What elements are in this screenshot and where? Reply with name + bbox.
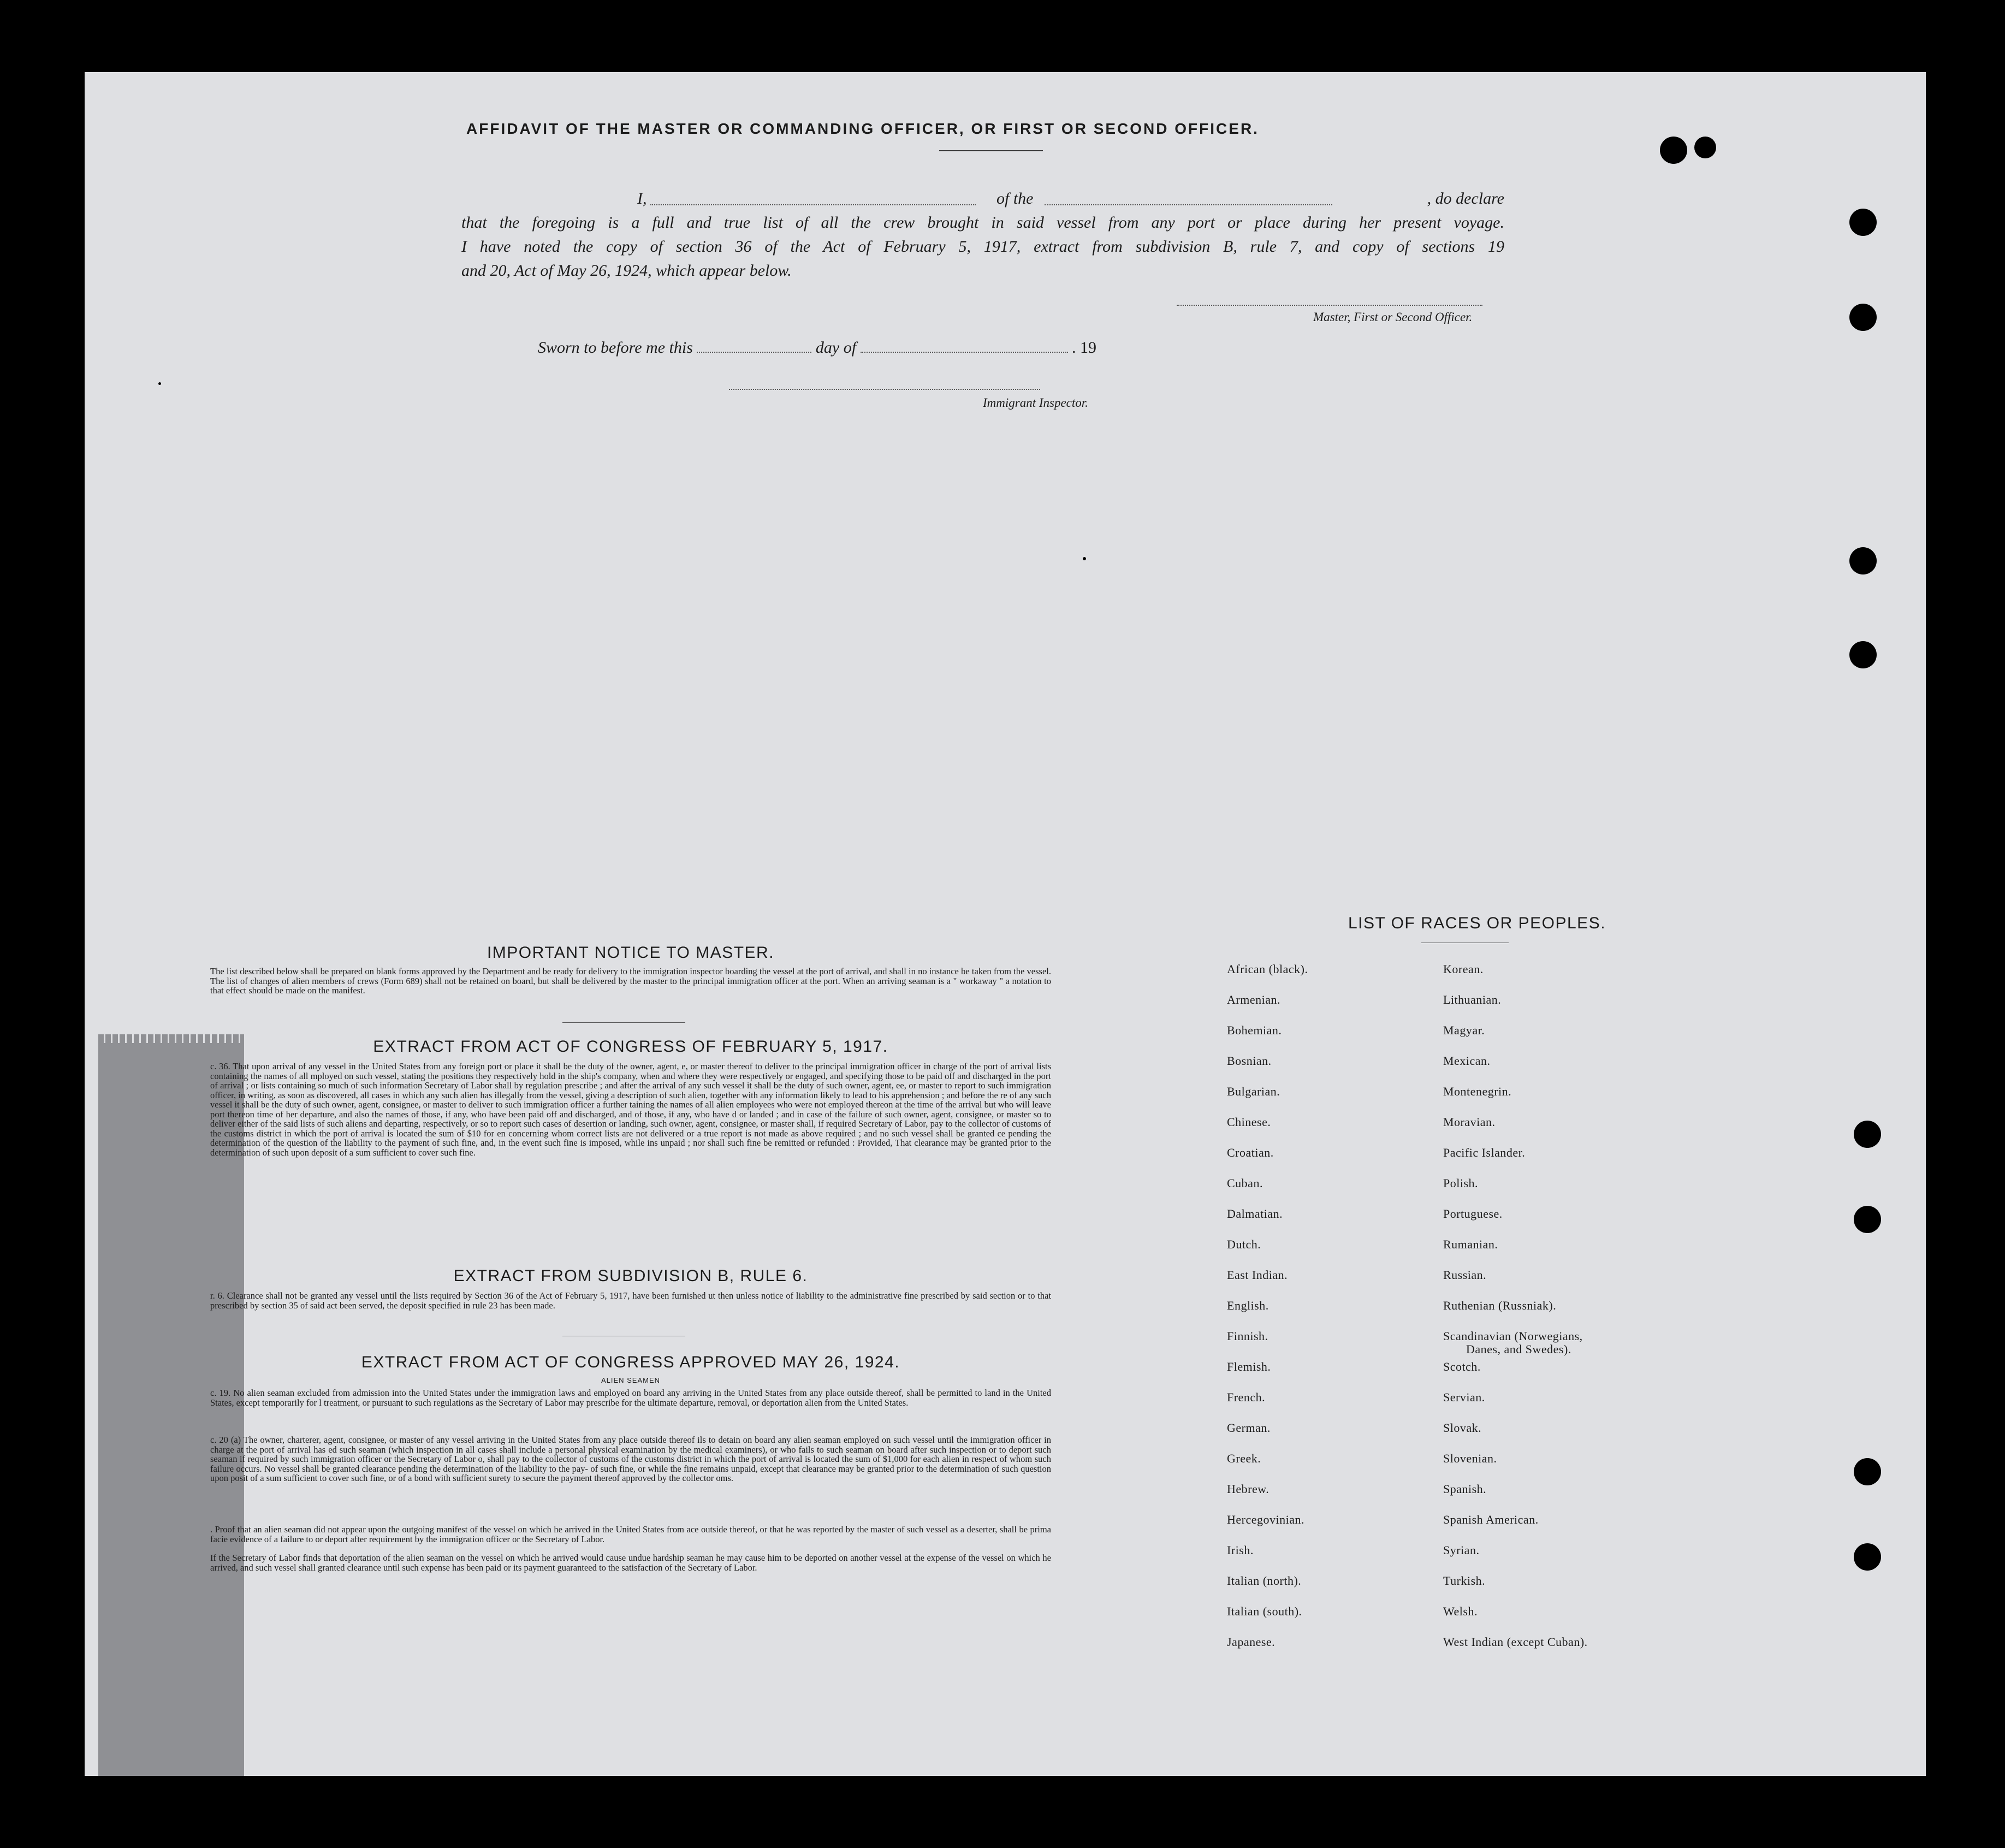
race-item: Mexican. [1443, 1054, 1491, 1068]
intro-i: I, [637, 189, 647, 208]
divider [562, 1022, 685, 1023]
race-item: Scotch. [1443, 1360, 1481, 1373]
race-item: Polish. [1443, 1176, 1479, 1190]
race-item: Japanese. [1227, 1635, 1276, 1649]
sworn-line [538, 339, 1096, 357]
race-item: Cuban. [1227, 1176, 1263, 1190]
declaration-line-1 [461, 187, 1504, 211]
races-title: LIST OF RACES OR PEOPLES. [1348, 914, 1606, 932]
notice-title: IMPORTANT NOTICE TO MASTER. [487, 944, 775, 962]
extract-1924-title: EXTRACT FROM ACT OF CONGRESS APPROVED MAY 26, 1924. [361, 1353, 900, 1371]
day-blank[interactable] [697, 352, 811, 353]
punch-hole [1660, 137, 1687, 164]
year-prefix: . 19 [1072, 339, 1097, 357]
declaration-block [461, 187, 1504, 283]
master-signature-label: Master, First or Second Officer. [1313, 310, 1473, 324]
document-sheet [85, 72, 1926, 1776]
month-blank[interactable] [861, 352, 1068, 353]
race-item: Flemish. [1227, 1360, 1271, 1373]
race-item: East Indian. [1227, 1268, 1288, 1282]
race-item: Hercegovinian. [1227, 1513, 1304, 1526]
subdivision-b-body: r. 6. Clearance shall not be granted any vessel until the lists required by Section 36 of the Act of February 5, 1917, have been furnished ut then unless notice of liability to the administrative fine prescribed by said section or to that prescribed by section 35 of said act been served, the deposit specified in rule 23 has been made. [210, 1290, 1051, 1311]
race-item: Ruthenian (Russniak). [1443, 1299, 1557, 1312]
race-item: West Indian (except Cuban). [1443, 1635, 1588, 1649]
race-item: African (black). [1227, 962, 1308, 976]
race-item: Pacific Islander. [1443, 1146, 1526, 1159]
subdivision-b-title: EXTRACT FROM SUBDIVISION B, RULE 6. [453, 1267, 808, 1285]
punch-hole [1854, 1206, 1881, 1233]
race-item: Bohemian. [1227, 1023, 1282, 1037]
race-item: Magyar. [1443, 1023, 1485, 1037]
divider [939, 150, 1043, 151]
race-item: French. [1227, 1390, 1266, 1404]
race-item: Moravian. [1443, 1115, 1496, 1129]
race-item: Spanish. [1443, 1482, 1487, 1496]
declaration-line-4: and 20, Act of May 26, 1924, which appear below. [461, 262, 792, 280]
ink-speck [1083, 557, 1086, 560]
race-item: Bulgarian. [1227, 1085, 1280, 1098]
of-the-text: of the [996, 189, 1034, 208]
punch-hole [1854, 1543, 1881, 1571]
punch-hole [1849, 209, 1877, 236]
declaration-line-3: I have noted the copy of section 36 of the Act of February 5, 1917, extract from subdivision B, rule 7, and copy of sections 19 [461, 238, 1504, 256]
race-item: Welsh. [1443, 1604, 1478, 1618]
race-item: German. [1227, 1421, 1271, 1435]
race-item: Servian. [1443, 1390, 1485, 1404]
punch-hole [1694, 137, 1716, 158]
punch-hole [1849, 304, 1877, 331]
punch-hole [1849, 641, 1877, 668]
do-declare-text: , do declare [1427, 189, 1504, 208]
race-item: Italian (south). [1227, 1604, 1302, 1618]
extract-1924-subtitle: ALIEN SEAMEN [601, 1376, 661, 1384]
day-of-text: day of [815, 339, 857, 357]
race-item: Montenegrin. [1443, 1085, 1512, 1098]
race-item: Chinese. [1227, 1115, 1271, 1129]
race-item: Armenian. [1227, 993, 1280, 1006]
race-item: Slovak. [1443, 1421, 1482, 1435]
race-item-continuation: Danes, and Swedes). [1466, 1342, 1571, 1356]
punch-hole [1849, 547, 1877, 574]
race-item: Turkish. [1443, 1574, 1486, 1588]
inspector-signature-line[interactable] [729, 389, 1040, 390]
notice-body: The list described below shall be prepared on blank forms approved by the Department and be ready for delivery to the immigration inspector boarding the vessel at the port of arrival, and shall in no instance be taken from the vessel. The list of changes of alien members of crews (Form 689) shall not be retained on board, but shall be delivered by the master to the principal immigration officer at the port. When an arriving seaman is a " workaway " a notation to that effect should be made on the manifest. [210, 966, 1051, 996]
race-item: Greek. [1227, 1452, 1261, 1465]
race-item: Croatian. [1227, 1146, 1274, 1159]
punch-hole [1854, 1458, 1881, 1485]
name-blank[interactable] [650, 204, 976, 205]
ink-speck [158, 382, 161, 385]
sworn-text: Sworn to before me this [538, 339, 693, 357]
vessel-blank[interactable] [1045, 204, 1332, 205]
extract-1917-title: EXTRACT FROM ACT OF CONGRESS OF FEBRUARY 5, 1917. [373, 1038, 888, 1056]
inspector-signature-label: Immigrant Inspector. [983, 396, 1088, 410]
race-item: Scandinavian (Norwegians, [1443, 1329, 1583, 1343]
affidavit-title: AFFIDAVIT OF THE MASTER OR COMMANDING OFFICER, OR FIRST OR SECOND OFFICER. [466, 120, 1259, 137]
race-item: Korean. [1443, 962, 1484, 976]
race-item: Dalmatian. [1227, 1207, 1283, 1221]
extract-1924-para-1: c. 19. No alien seaman excluded from admission into the United States under the immigration laws and employed on board any arriving in the United States from any place outside thereof, shall be permitted to land in the United States, except temporarily for l treatment, or pursuant to such regulations as the Secretary of Labor may prescribe for the ultimate departure, removal, or deportation alien from the United States. [210, 1388, 1051, 1408]
master-signature-line[interactable] [1177, 305, 1482, 306]
race-item: Italian (north). [1227, 1574, 1302, 1588]
declaration-line-2: that the foregoing is a full and true list of all the crew brought in said vessel from any port or place during her present voyage. [461, 214, 1504, 232]
race-item: Rumanian. [1443, 1237, 1498, 1251]
race-item: Hebrew. [1227, 1482, 1270, 1496]
race-item: Syrian. [1443, 1543, 1480, 1557]
race-item: Finnish. [1227, 1329, 1268, 1343]
race-item: Irish. [1227, 1543, 1254, 1557]
race-item: Russian. [1443, 1268, 1487, 1282]
race-item: Lithuanian. [1443, 993, 1502, 1006]
race-item: Spanish American. [1443, 1513, 1539, 1526]
race-item: Slovenian. [1443, 1452, 1497, 1465]
race-item: Dutch. [1227, 1237, 1261, 1251]
race-item: Portuguese. [1443, 1207, 1503, 1221]
extract-1924-para-2: c. 20 (a) The owner, charterer, agent, consignee, or master of any vessel arriving in the United States from any place outside thereof ils to detain on board any alien seaman employed on such vessel until the immigration officer in charge at the port of arrival has ed such seaman (which inspection in all cases shall include a personal physical examination by the medical examiners), or who fails to such seaman on board after such inspection or to deport such seaman if required by such immigration officer or the Secretary of Labor o, shall pay to the collector of customs of the customs district in which the port of arrival is located the sum of $1,000 for each alien in respect of whom such failure occurs. No vessel shall be granted clearance pending the determination of the liability to the pay- of such fine, or while the fine remains unpaid, except that clearance may be granted prior to the determination of such question upon posit of a sum sufficient to cover such fine, or of a bond with sufficient surety to secure the payment thereof approved by the collector oms. [210, 1435, 1051, 1483]
extract-1924-para-3: . Proof that an alien seaman did not appear upon the outgoing manifest of the vessel on which he arrived in the United States from ace outside thereof, or that he was reported by the master of such vessel as a deserter, shall be prima facie evidence of a failure to or deport after requirement by the immigration officer or the Secretary of Labor. [210, 1524, 1051, 1544]
punch-hole [1854, 1121, 1881, 1148]
extract-1917-body: c. 36. That upon arrival of any vessel in the United States from any foreign port or place it shall be the duty of the owner, agent, e, or master thereof to deliver to the principal immigration officer in charge of the port of arrival lists containing the names of all mployed on such vessel, stating the positions they respectively hold in the ship's company, when and where they were respectively or engaged, and specifying those to be paid off and discharged in the port of arrival ; or lists containing so much of such information Secretary of Labor shall by regulation prescribe ; and after the arrival of any such vessel it shall be the duty of such owner, agent, ee, or master to report to such immigration officer, in writing, as soon as discovered, all cases in which any such alien has illegally from the vessel, giving a description of such alien, together with any information likely to lead to his apprehension ; and before the re of any such vessel it shall be the duty of such owner, agent, consignee, or master to deliver to such immigration officer a further taining the names of all alien employees who were not employed thereon at the time of the arrival but who will leave port thereon time of her departure, and also the names of those, if any, who have been paid off and discharged, and of those, if any, who have d or landed ; and in case of the failure of such owner, agent, consignee, or master so to deliver either of the said lists of such aliens and departing, respectively, or so to report such cases of desertion or landing, such owner, agent, consignee, or master shall, if required Secretary of Labor, pay to the collector of customs of the customs district in which the port of arrival is located the sum of $10 for en concerning whom correct lists are not delivered or a true report is not made as above required ; and no such vessel shall be granted ce pending the determination of the question of the liability to the payment of such fine, and, in the event such fine is imposed, while ins unpaid ; nor shall such fine be remitted or refunded : Provided, That clearance may be granted prior to the determination of such upon deposit of a sum sufficient to cover such fine. [210, 1061, 1051, 1158]
extract-1924-para-4: If the Secretary of Labor finds that deportation of the alien seaman on the vessel on which he arrived would cause undue hardship seaman he may cause him to be deported on another vessel at the expense of the vessel on which he arrived, and such vessel shall granted clearance until such expense has been paid or its payment guaranteed to the satisfaction of the Secretary of Labor. [210, 1553, 1051, 1573]
race-item: English. [1227, 1299, 1269, 1312]
race-item: Bosnian. [1227, 1054, 1272, 1068]
